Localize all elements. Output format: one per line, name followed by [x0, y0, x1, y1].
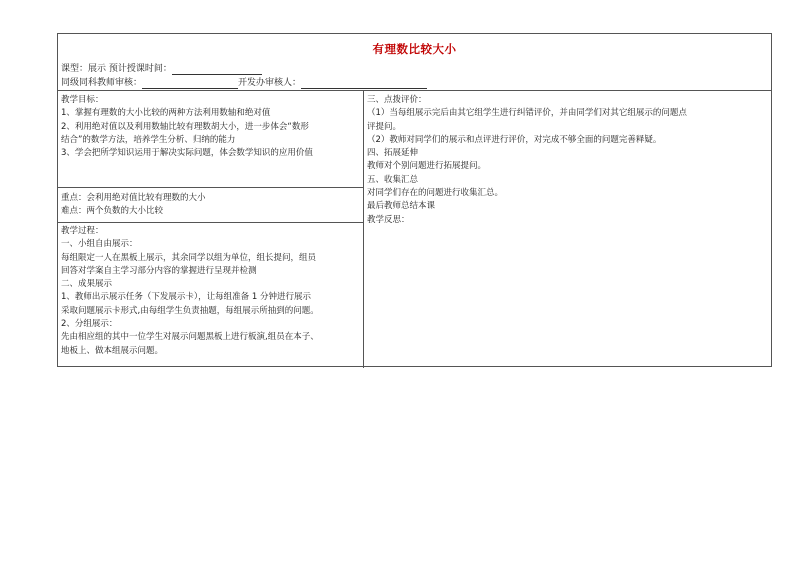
process-line: 每组限定一人在黑板上展示，其余同学以组为单位，组长提问，组员 — [61, 252, 317, 263]
evaluation-line: 最后教师总结本课 — [367, 201, 436, 212]
time-blank — [172, 64, 262, 75]
objectives-line: 3、学会把所学知识运用于解决实际问题，体会数学知识的应用价值 — [61, 148, 313, 159]
page-title: 有理数比较大小 — [372, 42, 457, 56]
grid-line-center — [363, 90, 364, 368]
grid-line-top — [58, 90, 771, 91]
lesson-plan-sheet — [57, 33, 772, 367]
process-line: 回答对学案自主学习部分内容的掌握进行呈现并检测 — [61, 265, 257, 276]
meta-line-1 — [61, 64, 262, 75]
key-points-cell — [61, 192, 361, 219]
evaluation-line: 评提问。 — [367, 121, 402, 132]
process-line: 二、成果展示 — [61, 279, 113, 290]
evaluation-cell — [367, 94, 771, 227]
evaluation-line: 四、拓展延伸 — [367, 148, 419, 159]
lesson-type-time-label: 课型：展示 预计授课时间： — [61, 64, 172, 74]
evaluation-line: 五、收集汇总 — [367, 174, 419, 185]
process-line: 1、教师出示展示任务（下发展示卡），让每组准备 1 分钟进行展示 — [61, 292, 311, 303]
grid-line-left-2 — [58, 222, 363, 223]
objectives-line: 1、掌握有理数的大小比较的两种方法利用数轴和绝对值 — [61, 108, 271, 119]
process-line: 教学过程： — [61, 226, 104, 236]
key-point-line: 重点：会利用绝对值比较有理数的大小 — [61, 193, 206, 203]
process-cell — [61, 225, 361, 358]
objectives-line: 2、利用绝对值以及利用数轴比较有理数胡大小，进一步体会“数形 — [61, 121, 309, 132]
process-line: 先由相应组的其中一位学生对展示问题黑板上进行板演,组员在本子、 — [61, 332, 319, 343]
office-review-label: 开发办审核人： — [238, 78, 302, 88]
evaluation-line: 三、点拨评价： — [367, 95, 427, 105]
grid-line-left-1 — [58, 187, 363, 188]
objectives-cell — [61, 94, 361, 160]
objectives-line: 结合”的数学方法，培养学生分析、归纳的能力 — [61, 134, 236, 145]
evaluation-line: （2）教师对同学们的展示和点评进行评价，对完成不够全面的问题完善释疑。 — [367, 134, 662, 145]
key-point-line: 难点：两个负数的大小比较 — [61, 206, 164, 217]
objectives-line: 教学目标： — [61, 95, 104, 105]
process-line: 2、分组展示： — [61, 319, 118, 330]
process-line: 采取问题展示卡形式,由每组学生负责抽题，每组展示所抽到的问题。 — [61, 305, 319, 316]
evaluation-line: 对同学们存在的问题进行收集汇总。 — [367, 188, 504, 199]
process-line: 地板上、做本组展示问题。 — [61, 345, 164, 356]
evaluation-line: （1）当每组展示完后由其它组学生进行纠错评价，并由同学们对其它组展示的问题点 — [367, 108, 687, 119]
process-line: 一、小组自由展示： — [61, 239, 138, 250]
peer-review-label: 同级同科教师审核： — [61, 78, 143, 88]
office-review-blank — [301, 78, 427, 89]
evaluation-line: 教学反思： — [367, 214, 410, 225]
meta-line-2 — [61, 78, 427, 89]
peer-review-blank — [142, 78, 238, 89]
title-row — [58, 34, 771, 64]
evaluation-line: 教师对个别问题进行拓展提问。 — [367, 161, 487, 172]
